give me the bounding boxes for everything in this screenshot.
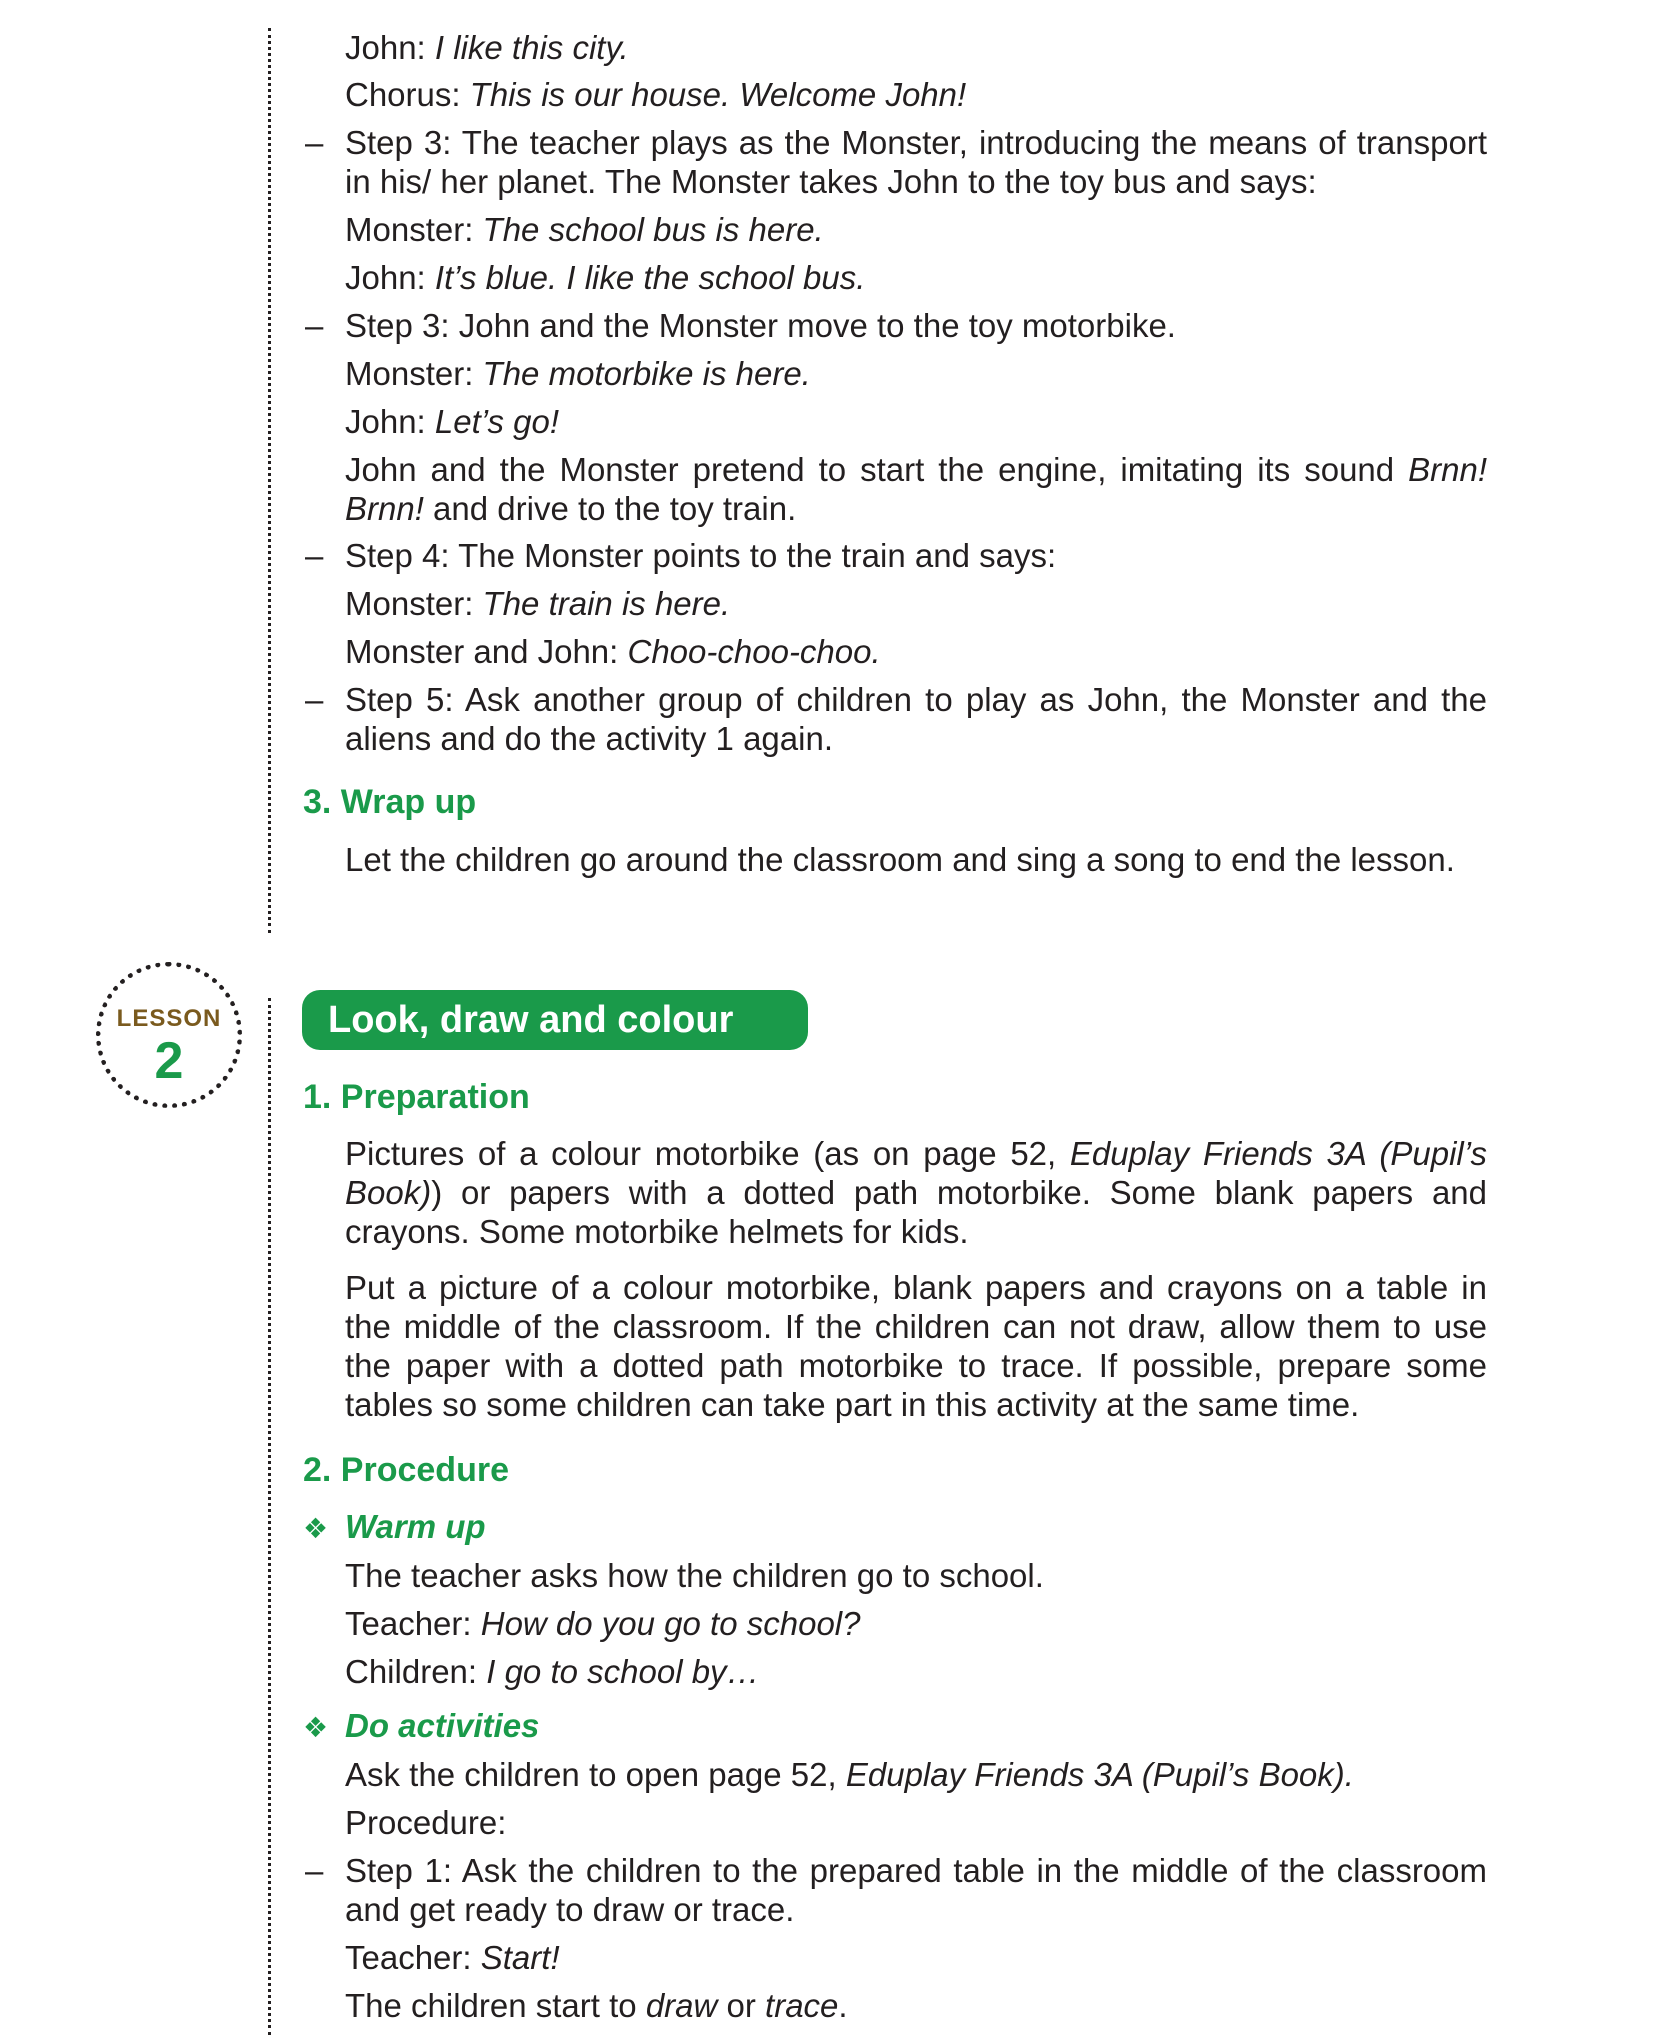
section-heading-wrap-up: 3. Wrap up xyxy=(303,783,477,821)
lesson-title-banner xyxy=(302,990,808,1050)
lesson-label: LESSON xyxy=(116,1005,222,1032)
lesson-title: Look, draw and colour xyxy=(328,999,734,1041)
dash-bullet: – xyxy=(305,1852,324,1889)
paragraph: The children start to draw or trace. xyxy=(345,1987,848,2024)
dialogue-line: John: It’s blue. I like the school bus. xyxy=(345,259,866,296)
diamond-bullet-icon: ❖ xyxy=(303,1712,329,1743)
dialogue-line: Teacher: Start! xyxy=(345,1939,560,1976)
paragraph: Ask the children to open page 52, Eduplay Friends 3A (Pupil’s Book). xyxy=(345,1756,1354,1793)
dialogue-line: John: I like this city. xyxy=(345,29,629,66)
margin-dotted-line-top xyxy=(268,28,271,933)
dash-bullet: – xyxy=(305,537,324,574)
lesson-number: 2 xyxy=(154,1032,184,1090)
dialogue-line: Children: I go to school by… xyxy=(345,1653,760,1690)
paragraph: Pictures of a colour motorbike (as on page 52, Eduplay Friends 3A (Pupil’s Book)) or papers with a dotted path motorbike. Some blank papers and crayons. Some motorbike helmets for kids. xyxy=(345,1135,1487,1250)
dialogue-line: Teacher: How do you go to school? xyxy=(345,1605,861,1642)
paragraph: Procedure: xyxy=(345,1804,507,1841)
dialogue-line: Chorus: This is our house. Welcome John! xyxy=(345,76,967,113)
section-heading-preparation: 1. Preparation xyxy=(303,1078,530,1116)
step-text: Step 3: John and the Monster move to the toy motorbike. xyxy=(345,307,1176,344)
subheading-do-activities: ❖ Do activities xyxy=(303,1706,539,1748)
diamond-bullet-icon: ❖ xyxy=(303,1513,329,1544)
dash-bullet: – xyxy=(305,124,324,161)
margin-dotted-line-bottom xyxy=(268,998,271,2035)
step-text: Step 5: Ask another group of children to play as John, the Monster and the aliens and do the activity 1 again. xyxy=(345,681,1487,757)
dash-bullet: – xyxy=(305,307,324,344)
paragraph: John and the Monster pretend to start the engine, imitating its sound Brnn! Brnn! and drive to the toy train. xyxy=(345,451,1487,527)
dialogue-line: John: Let’s go! xyxy=(345,403,560,440)
step-text: Step 3: The teacher plays as the Monster, introducing the means of transport in his/ her planet. The Monster takes John to the toy bus and says: xyxy=(345,124,1487,200)
dialogue-line: Monster and John: Choo-choo-choo. xyxy=(345,633,881,670)
dash-bullet: – xyxy=(305,681,324,718)
lesson-badge xyxy=(96,962,242,1108)
section-heading-procedure: 2. Procedure xyxy=(303,1451,509,1489)
dialogue-line: Monster: The motorbike is here. xyxy=(345,355,811,392)
subheading-warm-up: ❖ Warm up xyxy=(303,1507,486,1549)
paragraph: Put a picture of a colour motorbike, blank papers and crayons on a table in the middle of the classroom. If the children can not draw, allow them to use the paper with a dotted path motorbike to trace. If possible, prepare some tables so some children can take part in this activity at the same time. xyxy=(345,1269,1487,1423)
paragraph: The teacher asks how the children go to school. xyxy=(345,1557,1044,1594)
dialogue-line: Monster: The train is here. xyxy=(345,585,731,622)
step-text: Step 1: Ask the children to the prepared table in the middle of the classroom and get ready to draw or trace. xyxy=(345,1852,1487,1928)
dialogue-line: Monster: The school bus is here. xyxy=(345,211,824,248)
paragraph: Let the children go around the classroom and sing a song to end the lesson. xyxy=(345,841,1455,878)
step-text: Step 4: The Monster points to the train and says: xyxy=(345,537,1057,574)
